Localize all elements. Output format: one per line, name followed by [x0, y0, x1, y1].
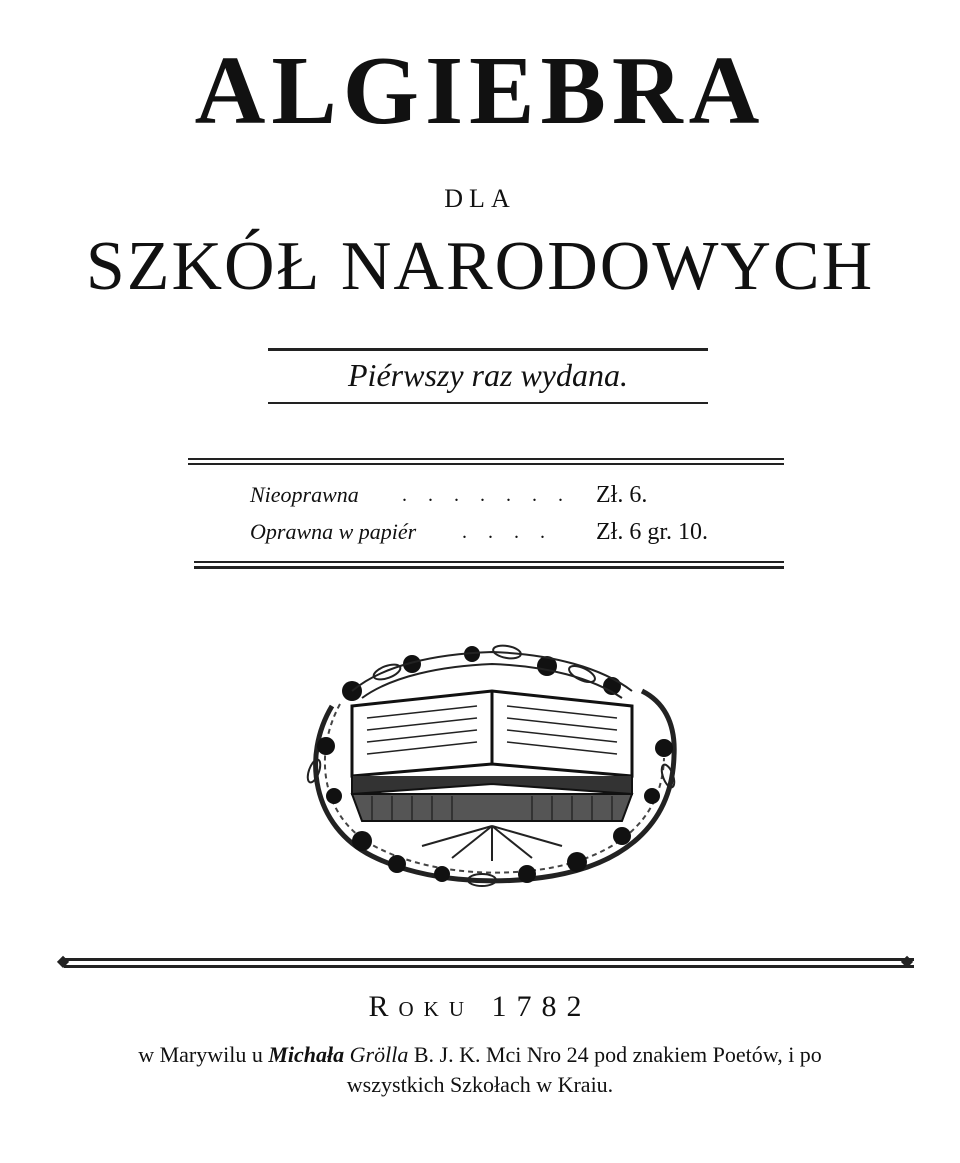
book-title: ALGIEBRA — [194, 37, 766, 145]
price-bottom-rule — [194, 561, 784, 569]
imprint-rest: B. J. K. Mci Nro 24 pod znakiem Poetów, i po — [408, 1042, 822, 1067]
edition-note: Piérwszy raz wydana. — [348, 357, 628, 393]
price-leader-dots: . . . . — [462, 521, 553, 543]
price-row-unbound — [250, 480, 770, 510]
imprint-line-1 — [0, 1043, 960, 1067]
publication-year: Roku 1782 — [368, 990, 592, 1023]
price-row-paper-bound — [250, 517, 770, 547]
edition-bottom-rule — [268, 402, 708, 404]
rule-ornament-left-icon: ◆ — [56, 953, 70, 970]
price-label: Oprawna w papiér — [250, 519, 417, 544]
edition-top-rule — [268, 348, 708, 351]
open-book-with-garland-icon — [292, 636, 692, 896]
imprint-rule — [64, 958, 914, 968]
printer-surname: Grölla — [349, 1042, 409, 1067]
price-value: Zł. 6 gr. 10. — [596, 519, 708, 545]
price-value: Zł. 6. — [596, 482, 648, 508]
rule-ornament-right-icon: ◆ — [900, 953, 914, 970]
printer-first-name: Michała — [268, 1042, 345, 1067]
price-leader-dots: . . . . . . . — [402, 484, 571, 506]
title-preposition: DLA — [444, 184, 516, 213]
imprint-prefix: w Marywilu u — [138, 1042, 269, 1067]
book-subtitle: SZKÓŁ NARODOWYCH — [85, 228, 875, 305]
price-label: Nieoprawna — [250, 482, 359, 507]
price-top-rule — [188, 458, 784, 465]
imprint-line-2: wszystkich Szkołach w Kraiu. — [346, 1072, 614, 1097]
